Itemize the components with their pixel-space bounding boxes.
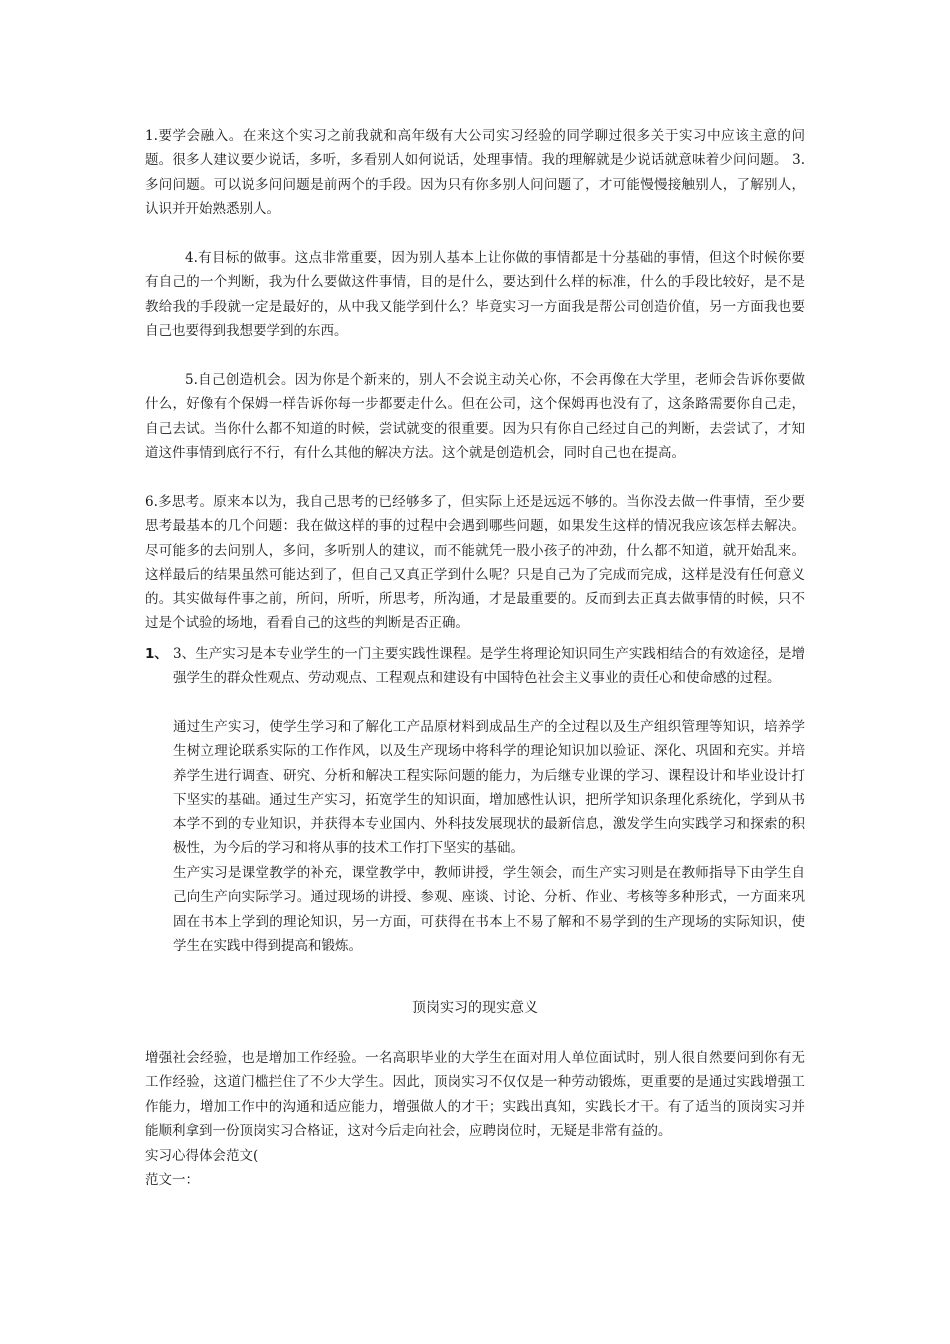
paragraph-4: 4.有目标的做事。这点非常重要，因为别人基本上让你做的事情都是十分基础的事情，但这个时候你要有自己的一个判断，我为什么要做这件事情，目的是什么，要达到什么样的标准，什么的手段比较好，是不是教给我的手段就一定是最好的，从中我又能学到什么？毕竟实习一方面我是帮公司创造价值，另一方面我也要自己也要得到我想要学到的东西。 bbox=[145, 250, 805, 339]
list-item-1: 3、生产实习是本专业学生的一门主要实践性课程。是学生将理论知识同生产实践相结合的有效途径，是增强学生的群众性观点、劳动观点、工程观点和建设有中国特色社会主义事业的责任心和使命感的过程。 bbox=[173, 646, 805, 687]
sample-one-label: 范文一： bbox=[145, 1172, 199, 1188]
section-body: 增强社会经验，也是增加工作经验。一名高职毕业的大学生在面对用人单位面试时，别人很自然要问到你有无工作经验，这道门槛拦住了不少大学生。因此，顶岗实习不仅仅是一种劳动锻炼，更重要的是通过实践增强工作能力，增加工作中的沟通和适应能力，增强做人的才干；实践出真知，实践长才干。有了适当的顶岗实习并能顺利拿到一份顶岗实习合格证，这对今后走向社会，应聘岗位时，无疑是非常有益的。 bbox=[145, 1050, 805, 1139]
paragraph-1: 1.要学会融入。在来这个实习之前我就和高年级有大公司实习经验的同学聊过很多关于实习中应该主意的问题。很多人建议要少说话，多听，多看别人如何说话，处理事情。我的理解就是少说话就意味着少问问题。 3.多问问题。可以说多问问题是前两个的手段。因为只有你多别人问问题了，才可能慢慢接触别人，了解别人，认识并开始熟悉别人。 bbox=[145, 128, 805, 217]
list-item-2: 通过生产实习，使学生学习和了解化工产品原材料到成品生产的全过程以及生产组织管理等知识，培养学生树立理论联系实际的工作作风，以及生产现场中将科学的理论知识加以验证、深化、巩固和充实。并培养学生进行调查、研究、分析和解决工程实际问题的能力，为后继专业课的学习、课程设计和毕业设计打下坚实的基础。通过生产实习，拓宽学生的知识面，增加感性认识，把所学知识条理化系统化，学到从书本学不到的专业知识，并获得本专业国内、外科技发展现状的最新信息，激发学生向实践学习和探索的积极性，为今后的学习和将从事的技术工作打下坚实的基础。 bbox=[173, 719, 805, 857]
list-item-3: 生产实习是课堂教学的补充，课堂教学中，教师讲授，学生领会，而生产实习则是在教师指导下由学生自己向生产向实际学习。通过现场的讲授、参观、座谈、讨论、分析、作业、考核等多种形式，一方面来巩固在书本上学到的理论知识，另一方面，可获得在书本上不易了解和不易学到的生产现场的实际知识，使学生在实践中得到提高和锻炼。 bbox=[173, 865, 805, 954]
paragraph-6: 6.多思考。原来本以为，我自己思考的已经够多了，但实际上还是远远不够的。当你没去做一件事情，至少要思考最基本的几个问题：我在做这样的事的过程中会遇到哪些问题，如果发生这样的情况我应该怎样去解决。尽可能多的去问别人，多问，多听别人的建议，而不能就凭一股小孩子的冲劲，什么都不知道，就开始乱来。这样最后的结果虽然可能达到了，但自己又真正学到什么呢？只是自己为了完成而完成，这样是没有任何意义的。其实做每件事之前，所问，所听，所思考，所沟通，才是最重要的。反而到去正真去做事情的时候，只不过是个试验的场地，看看自己的这些的判断是否正确。 bbox=[145, 494, 805, 632]
paragraph-5: 5.自己创造机会。因为你是个新来的，别人不会说主动关心你，不会再像在大学里，老师会告诉你要做什么，好像有个保姆一样告诉你每一步都要走什么。但在公司，这个保姆再也没有了，这条路需要你自己走，自己去试。当你什么都不知道的时候，尝试就变的很重要。因为只有你自己经过自己的判断，去尝试了，才知道这件事情到底行不行，有什么其他的解决方法。这个就是创造机会，同时自己也在提高。 bbox=[145, 372, 805, 461]
sample-heading: 实习心得体会范文( bbox=[145, 1148, 259, 1164]
section-title: 顶岗实习的现实意义 bbox=[412, 1000, 538, 1016]
list-number: 1、 bbox=[145, 646, 168, 662]
